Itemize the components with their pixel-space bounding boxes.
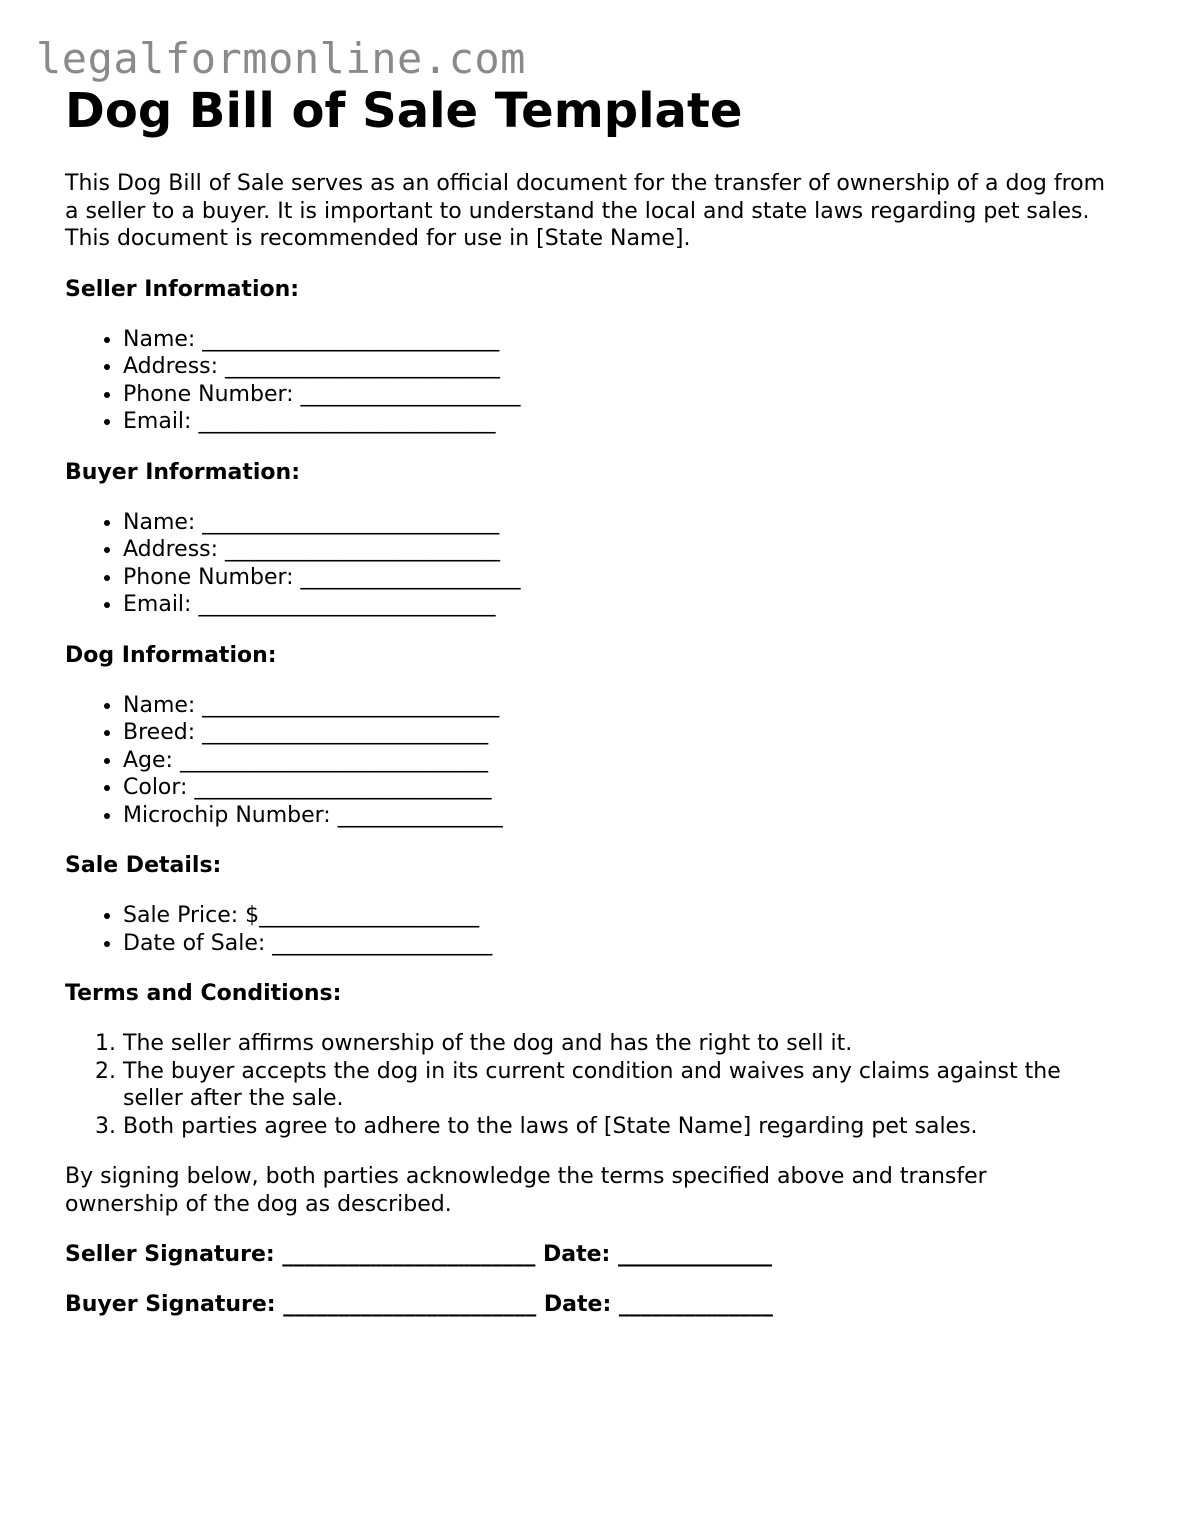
sale-price-field: • Sale Price: $____________________: [123, 902, 1125, 930]
terms-heading: Terms and Conditions:: [65, 981, 342, 1006]
document-page: [65, 82, 1125, 1318]
page-title: Dog Bill of Sale Template: [65, 83, 743, 139]
seller-fields: [65, 326, 1125, 436]
intro-paragraph: This Dog Bill of Sale serves as an official document for the transfer of ownership of a dog from a seller to a buyer. It is important to understand the local and state laws regarding pet sales. This document is recommended for use in [State Name].: [65, 171, 1106, 251]
sale-fields: [65, 902, 1125, 957]
buyer-heading: Buyer Information:: [65, 459, 300, 485]
seller-signature-line: Seller Signature: _______________________ Date: ______________: [65, 1242, 772, 1267]
terms-item: 2. The buyer accepts the dog in its current condition and waives any claims against the seller after the sale.: [123, 1058, 1123, 1113]
seller-email-field: • Email: ___________________________: [123, 408, 1125, 436]
sale-heading: Sale Details:: [65, 853, 222, 878]
terms-item: 3. Both parties agree to adhere to the laws of [State Name] regarding pet sales.: [123, 1113, 1123, 1141]
sale-date-field: • Date of Sale: ____________________: [123, 930, 1125, 958]
dog-heading: Dog Information:: [65, 642, 277, 668]
dog-name-field: • Name: ___________________________: [123, 692, 1125, 720]
dog-color-field: • Color: ___________________________: [123, 774, 1125, 802]
terms-item: 1. The seller affirms ownership of the dog and has the right to sell it.: [123, 1030, 1123, 1058]
buyer-signature-line: Buyer Signature: _______________________ Date: ______________: [65, 1292, 773, 1317]
watermark: legalformonline.com: [36, 34, 526, 83]
buyer-phone-field: • Phone Number: ____________________: [123, 564, 1125, 592]
seller-name-field: • Name: ___________________________: [123, 326, 1125, 354]
seller-heading: Seller Information:: [65, 276, 300, 302]
dog-fields: [65, 692, 1125, 830]
closing-paragraph: By signing below, both parties acknowledge the terms specified above and transfer ownership of the dog as described.: [65, 1164, 987, 1217]
dog-breed-field: • Breed: __________________________: [123, 719, 1125, 747]
buyer-email-field: • Email: ___________________________: [123, 591, 1125, 619]
buyer-fields: [65, 509, 1125, 619]
buyer-address-field: • Address: _________________________: [123, 536, 1125, 564]
buyer-name-field: • Name: ___________________________: [123, 509, 1125, 537]
dog-microchip-field: • Microchip Number: _______________: [123, 802, 1125, 830]
terms-list: [65, 1030, 1123, 1140]
seller-phone-field: • Phone Number: ____________________: [123, 381, 1125, 409]
seller-address-field: • Address: _________________________: [123, 353, 1125, 381]
dog-age-field: • Age: ____________________________: [123, 747, 1125, 775]
